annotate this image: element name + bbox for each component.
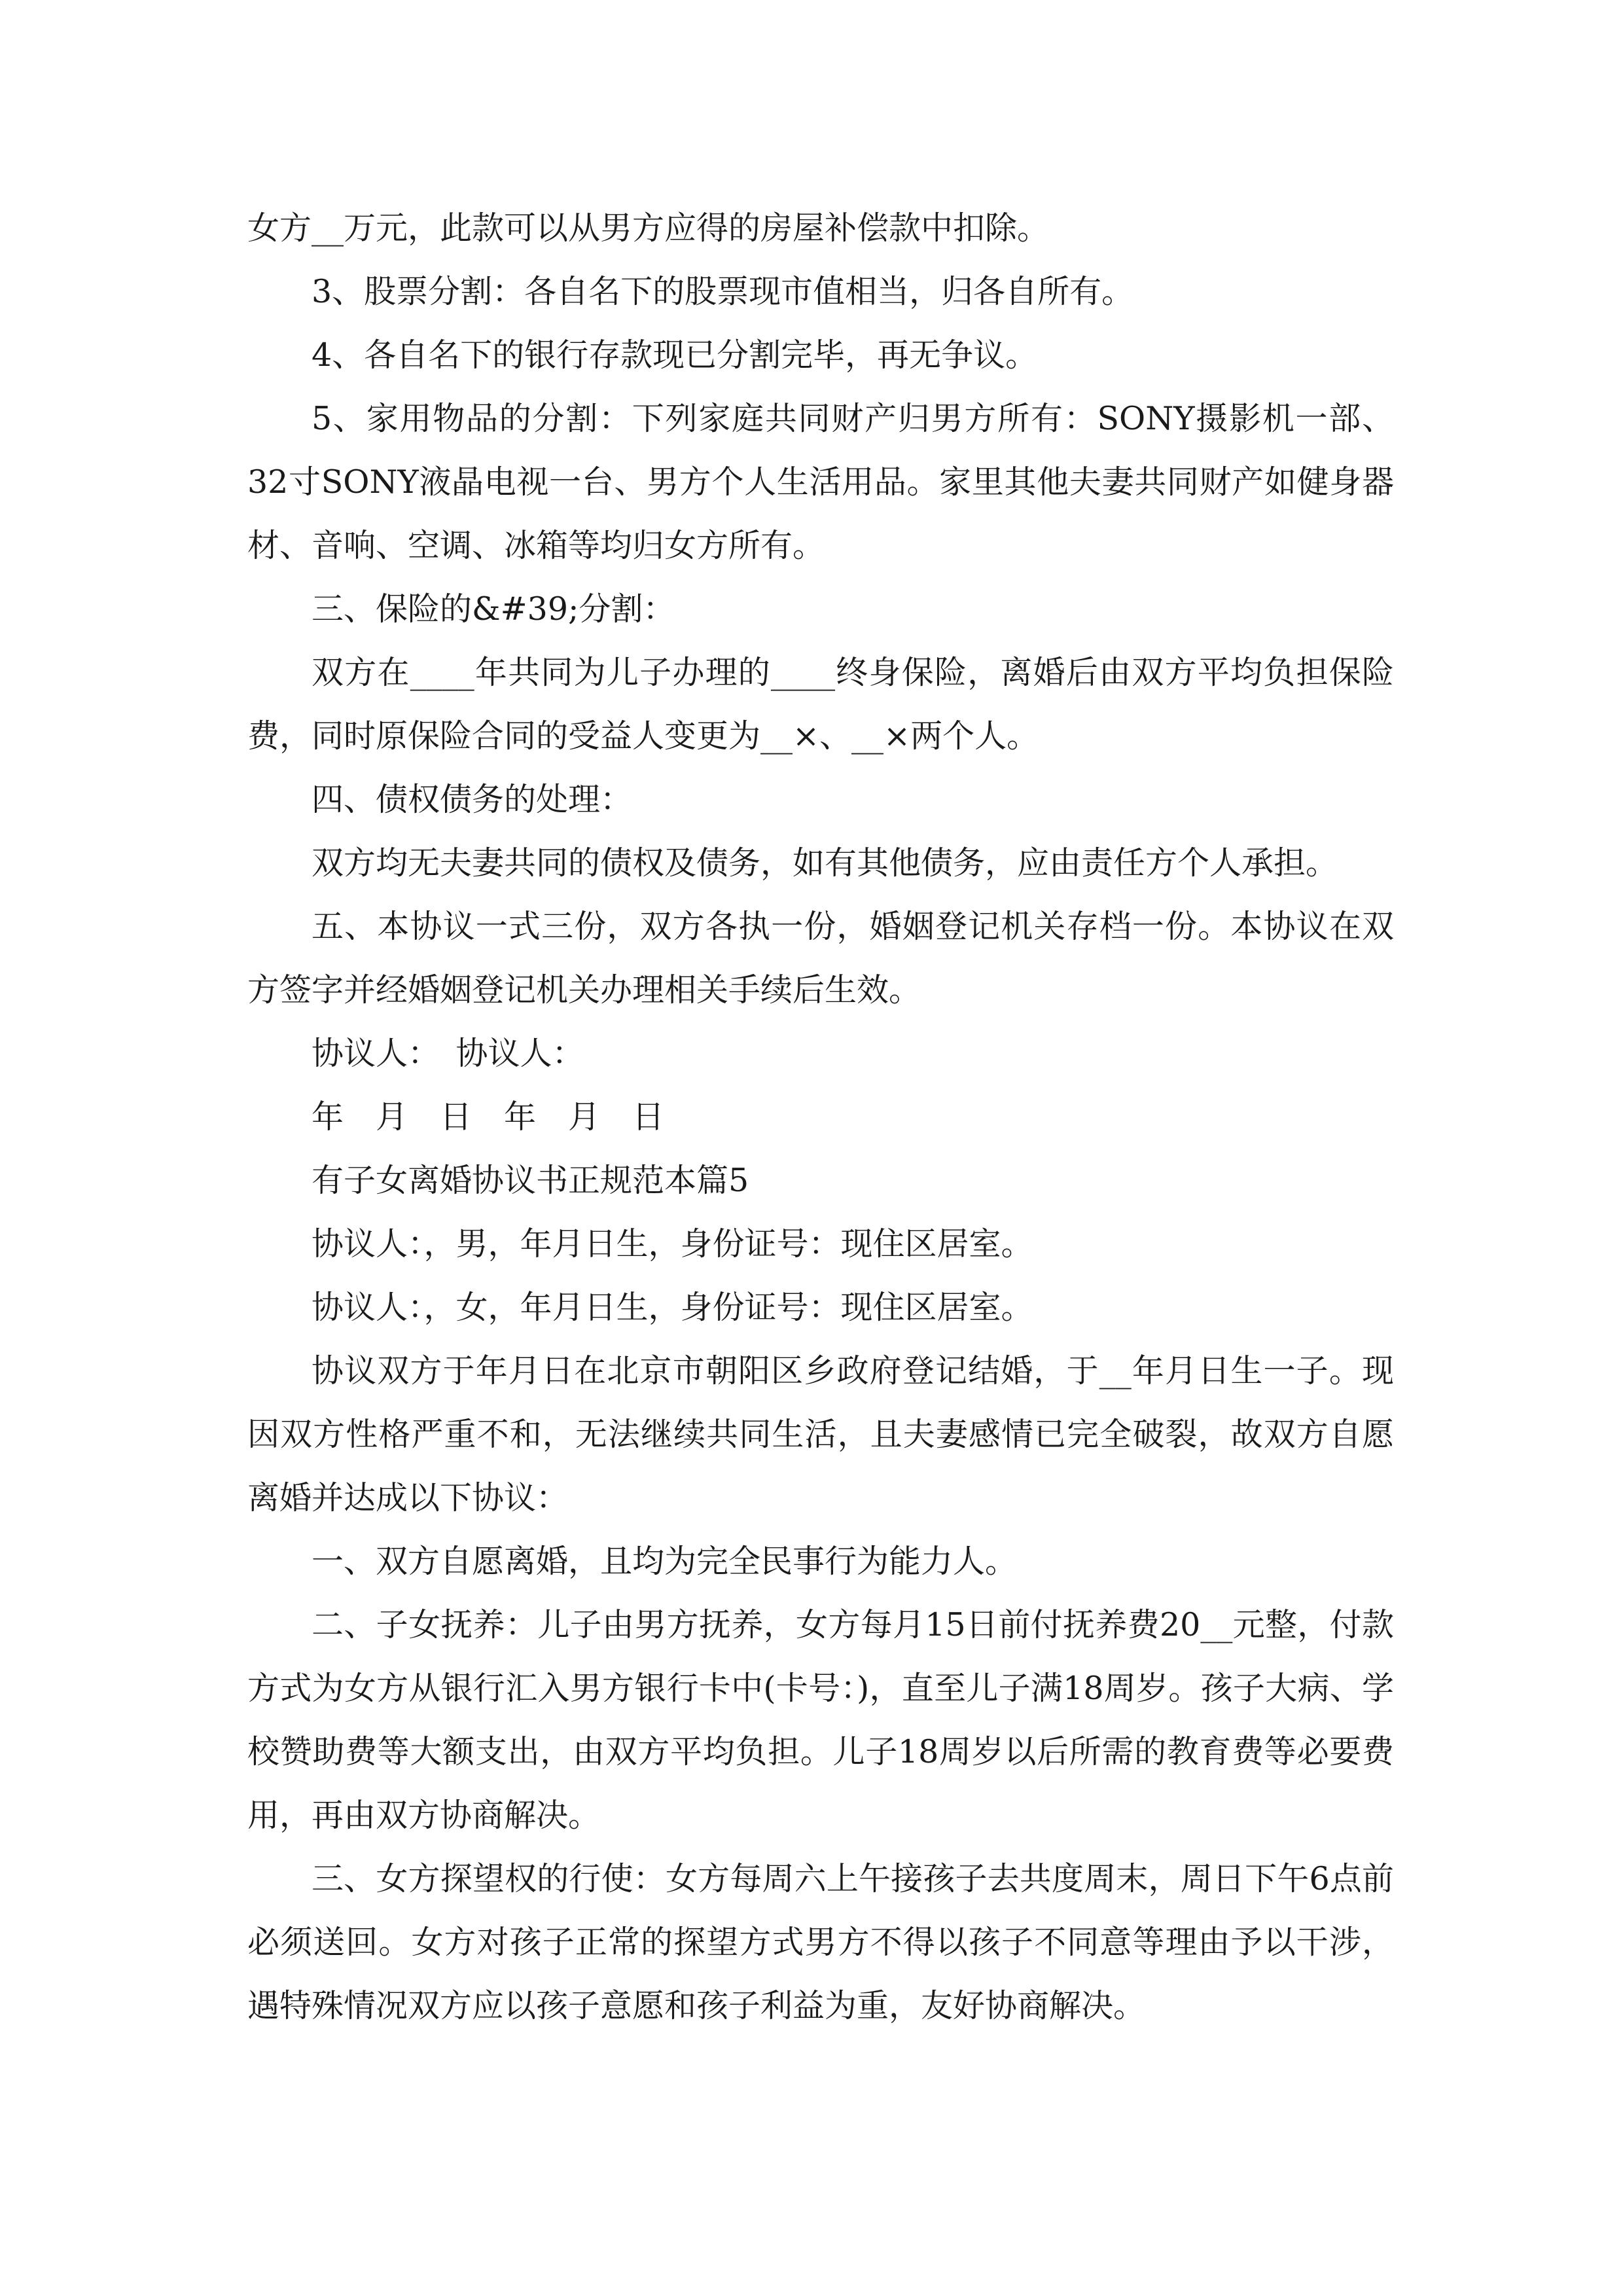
paragraph: 女方__万元，此款可以从男方应得的房屋补偿款中扣除。 [247, 209, 1050, 247]
paragraph: 协议双方于年月日在北京市朝阳区乡政府登记结婚，于__年月日生一子。现因双方性格严重不和，无法继续共同生活，且夫妻感情已完全破裂，故双方自愿离婚并达成以下协议： [247, 1352, 1394, 1516]
section-heading: 四、债权债务的处理： [312, 781, 633, 818]
paragraph: 双方均无夫妻共同的债权及债务，如有其他债务，应由责任方个人承担。 [312, 844, 1338, 882]
paragraph: 一、双方自愿离婚，且均为完全民事行为能力人。 [312, 1543, 1018, 1580]
paragraph: 双方在____年共同为儿子办理的____终身保险，离婚后由双方平均负担保险费，同时原保险合同的受益人变更为__×、__×两个人。 [247, 654, 1394, 755]
date-line: 年 月 日 年 月 日 [312, 1098, 665, 1136]
paragraph: 五、本协议一式三份，双方各执一份，婚姻登记机关存档一份。本协议在双方签字并经婚姻登记机关办理相关手续后生效。 [247, 908, 1394, 1009]
paragraph: 二、子女抚养：儿子由男方抚养，女方每月15日前付抚养费20__元整，付款方式为女方从银行汇入男方银行卡中(卡号：)，直至儿子满18周岁。孩子大病、学校赞助费等大额支出，由双方平均负担。儿子18周岁以后所需的教育费等必要费用，再由双方协商解决。 [247, 1606, 1394, 1834]
signature-line: 协议人： 协议人： [312, 1035, 584, 1072]
paragraph: 4、各自名下的银行存款现已分割完毕，再无争议。 [312, 336, 1038, 374]
document-body [247, 196, 1394, 2037]
paragraph: 3、股票分割：各自名下的股票现市值相当，归各自所有。 [312, 273, 1134, 310]
paragraph: 5、家用物品的分割：下列家庭共同财产归男方所有：SONY摄影机一部、32寸SONY液晶电视一台、男方个人生活用品。家里其他夫妻共同财产如健身器材、音响、空调、冰箱等均归女方所有。 [247, 400, 1394, 564]
article-title: 有子女离婚协议书正规范本篇5 [312, 1162, 749, 1199]
party-line: 协议人：，女，年月日生，身份证号：现住区居室。 [312, 1289, 1033, 1326]
party-line: 协议人：，男，年月日生，身份证号：现住区居室。 [312, 1225, 1033, 1263]
section-heading: 三、保险的&#39;分割： [312, 590, 675, 628]
paragraph: 三、女方探望权的行使：女方每周六上午接孩子去共度周末，周日下午6点前必须送回。女方对孩子正常的探望方式男方不得以孩子不同意等理由予以干涉，遇特殊情况双方应以孩子意愿和孩子利益为重，友好协商解决。 [247, 1860, 1394, 2024]
